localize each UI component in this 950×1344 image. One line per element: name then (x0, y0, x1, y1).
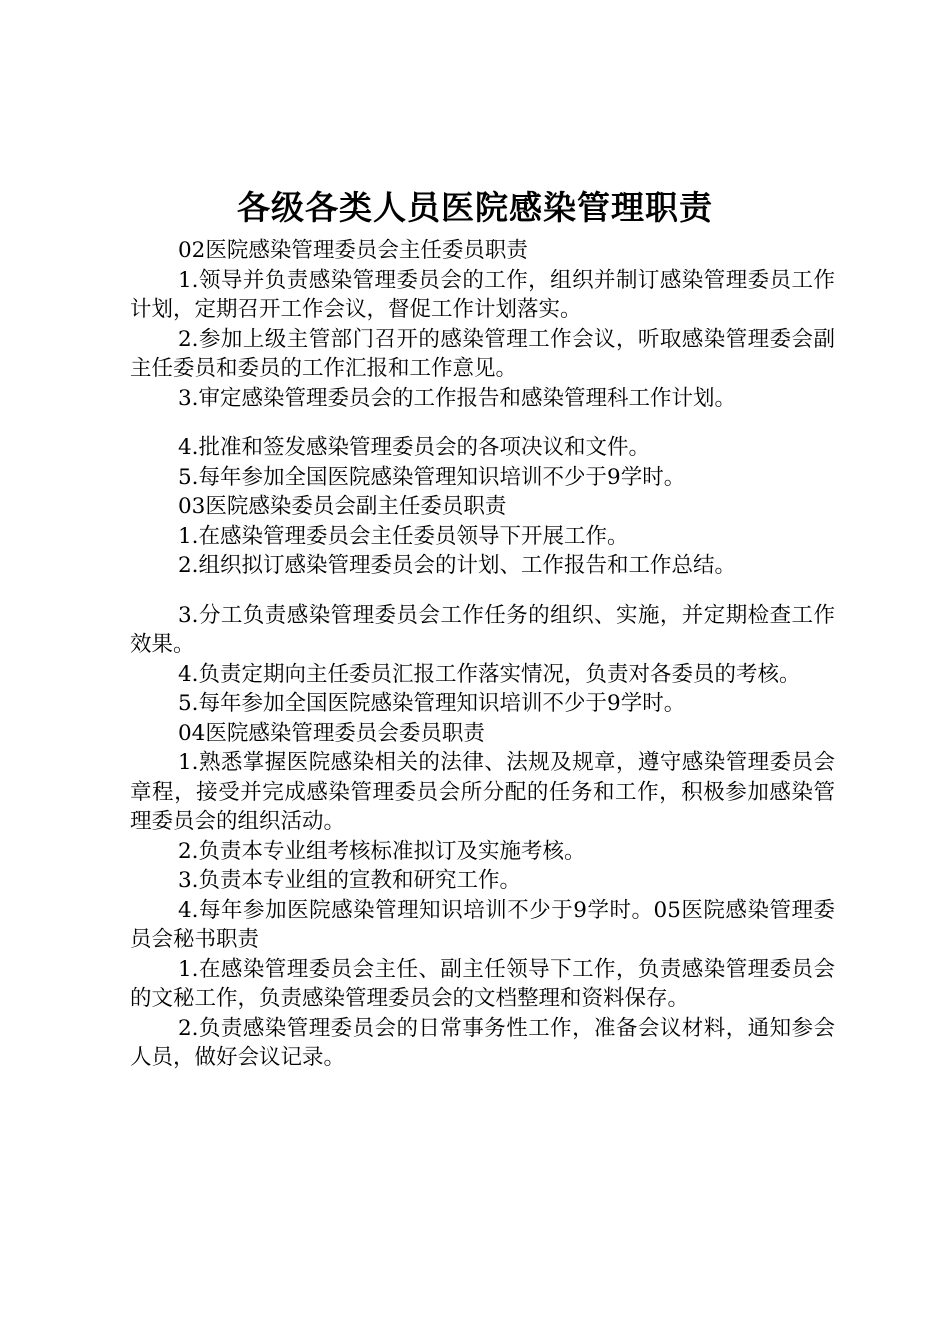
paragraph: 2.组织拟订感染管理委员会的计划、工作报告和工作总结。 (178, 553, 737, 578)
paragraph: 1.熟悉掌握医院感染相关的法律、法规及规章，遵守感染管理委员会章程，接受并完成感染管理委员会所分配的任务和工作，积极参加感染管理委员会的组织活动。 (130, 750, 835, 834)
paragraph: 5.每年参加全国医院感染管理知识培训不少于9学时。 (178, 691, 686, 716)
paragraph: 2.负责本专业组考核标准拟订及实施考核。 (178, 838, 586, 864)
section-heading-02: 02医院感染管理委员会主任委员职责 (178, 238, 528, 263)
paragraph: 3.分工负责感染管理委员会工作任务的组织、实施，并定期检查工作效果。 (130, 602, 835, 657)
paragraph: 5.每年参加全国医院感染管理知识培训不少于9学时。 (178, 464, 686, 490)
section-heading-04: 04医院感染管理委员会委员职责 (178, 720, 485, 746)
paragraph: 1.在感染管理委员会主任委员领导下开展工作。 (178, 523, 629, 549)
paragraph: 1.在感染管理委员会主任、副主任领导下工作，负责感染管理委员会的文秘工作，负责感染管理委员会的文档整理和资料保存。 (130, 956, 835, 1011)
paragraph: 4.批准和签发感染管理委员会的各项决议和文件。 (178, 435, 651, 460)
document-title: 各级各类人员医院感染管理职责 (237, 188, 713, 227)
paragraph: 3.负责本专业组的宣教和研究工作。 (178, 868, 522, 893)
section-heading-03: 03医院感染委员会副主任委员职责 (178, 494, 507, 519)
paragraph: 4.每年参加医院感染管理知识培训不少于9学时。05医院感染管理委员会秘书职责 (130, 897, 835, 952)
paragraph: 2.参加上级主管部门召开的感染管理工作会议，听取感染管理委会副主任委员和委员的工作汇报和工作意见。 (130, 326, 835, 381)
spacer (130, 413, 835, 433)
paragraph: 3.审定感染管理委员会的工作报告和感染管理科工作计划。 (178, 385, 737, 411)
paragraph: 2.负责感染管理委员会的日常事务性工作，准备会议材料，通知参会人员，做好会议记录。 (130, 1015, 835, 1070)
document-body (130, 236, 835, 1073)
spacer (130, 581, 835, 601)
paragraph: 4.负责定期向主任委员汇报工作落实情况，负责对各委员的考核。 (178, 661, 801, 687)
paragraph: 1.领导并负责感染管理委员会的工作，组织并制订感染管理委员工作计划，定期召开工作会议，督促工作计划落实。 (130, 267, 835, 322)
